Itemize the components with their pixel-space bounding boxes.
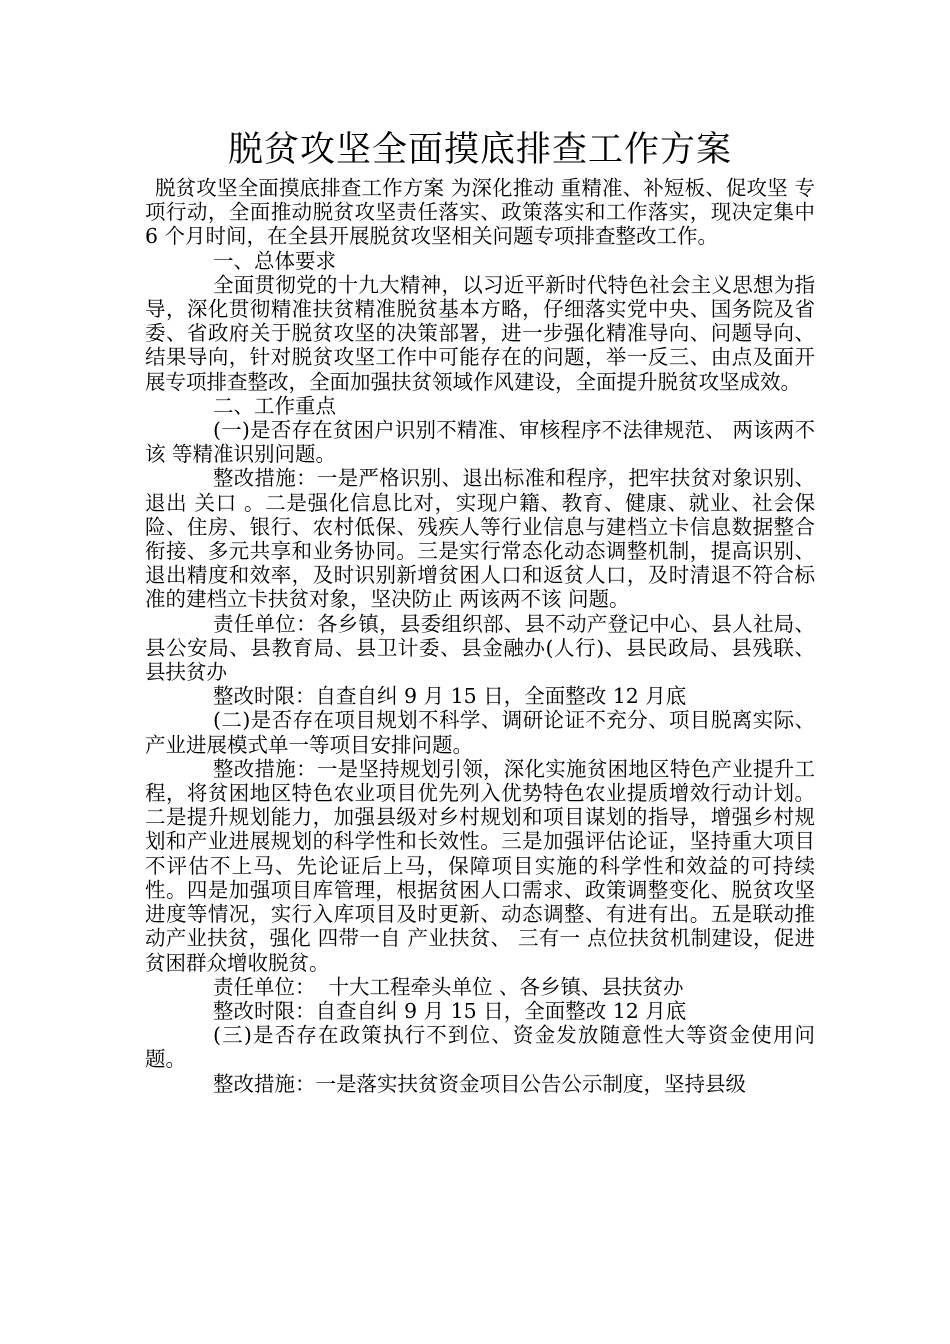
- paragraph: 整改措施：一是落实扶贫资金项目公告公示制度，坚持县级: [213, 1071, 746, 1096]
- paragraph: 责任单位： 十大工程牵头单位 、各乡镇、县扶贫办: [213, 974, 684, 999]
- paragraph: 责任单位：各乡镇，县委组织部、县不动产登记中心、县人社局、县公安局、县教育局、县卫计委、县金融办(人行)、县民政局、县残联、县扶贫办: [145, 611, 815, 685]
- paragraph: 脱贫攻坚全面摸底排查工作方案 为深化推动 重精准、补短板、促攻坚 专项行动，全面推动脱贫攻坚责任落实、政策落实和工作落实，现决定集中 6 个月时间，在全县开展脱贫攻坚相关问题专项排查整改工作。: [145, 176, 822, 249]
- paragraph: (一)是否存在贫困户识别不精准、审核程序不法律规范、 两该两不该 等精准识别问题。: [145, 418, 815, 467]
- paragraph: 全面贯彻党的十九大精神，以习近平新时代特色社会主义思想为指导，深化贯彻精准扶贫精准脱贫基本方略，仔细落实党中央、国务院及省委、省政府关于脱贫攻坚的决策部署，进一步强化精准导向、问题导向、结果导向，针对脱贫攻坚工作中可能存在的问题，举一反三、由点及面开展专项排查整改，全面加强扶贫领域作风建设，全面提升脱贫攻坚成效。: [145, 272, 815, 394]
- paragraph: (二)是否存在项目规划不科学、调研论证不充分、项目脱离实际、产业进展模式单一等项目安排问题。: [145, 708, 815, 757]
- document-body: [145, 176, 822, 1096]
- paragraph: 整改措施：一是严格识别、退出标准和程序，把牢扶贫对象识别、退出 关口 。二是强化信息比对，实现户籍、教育、健康、就业、社会保险、住房、银行、农村低保、残疾人等行业信息与建档立卡信息数据整合衔接、多元共享和业务协同。三是实行常态化动态调整机制，提高识别、退出精度和效率，及时识别新增贫困人口和返贫人口，及时清退不符合标准的建档立卡扶贫对象，坚决防止 两该两不该 问题。: [145, 466, 815, 612]
- paragraph: 整改时限：自查自纠 9 月 15 日，全面整改 12 月底: [213, 998, 687, 1023]
- paragraph: 二、工作重点: [213, 393, 336, 418]
- document-page: [145, 128, 822, 1096]
- paragraph: 整改时限：自查自纠 9 月 15 日，全面整改 12 月底: [213, 684, 687, 709]
- paragraph: 整改措施：一是坚持规划引领，深化实施贫困地区特色产业提升工程，将贫困地区特色农业项目优先列入优势特色农业提质增效行动计划。二是提升规划能力，加强县级对乡村规划和项目谋划的指导，增强乡村规划和产业进展规划的科学性和长效性。三是加强评估论证，坚持重大项目不评估不上马、先论证后上马，保障项目实施的科学性和效益的可持续性。四是加强项目库管理，根据贫困人口需求、政策调整变化、脱贫攻坚进度等情况，实行入库项目及时更新、动态调整、有进有出。五是联动推动产业扶贫，强化 四带一自 产业扶贫、 三有一 点位扶贫机制建设，促进贫困群众增收脱贫。: [145, 756, 815, 975]
- paragraph: 一、总体要求: [213, 248, 336, 273]
- document-title: 脱贫攻坚全面摸底排查工作方案: [227, 130, 732, 170]
- paragraph: (三)是否存在政策执行不到位、资金发放随意性大等资金使用问题。: [145, 1023, 815, 1072]
